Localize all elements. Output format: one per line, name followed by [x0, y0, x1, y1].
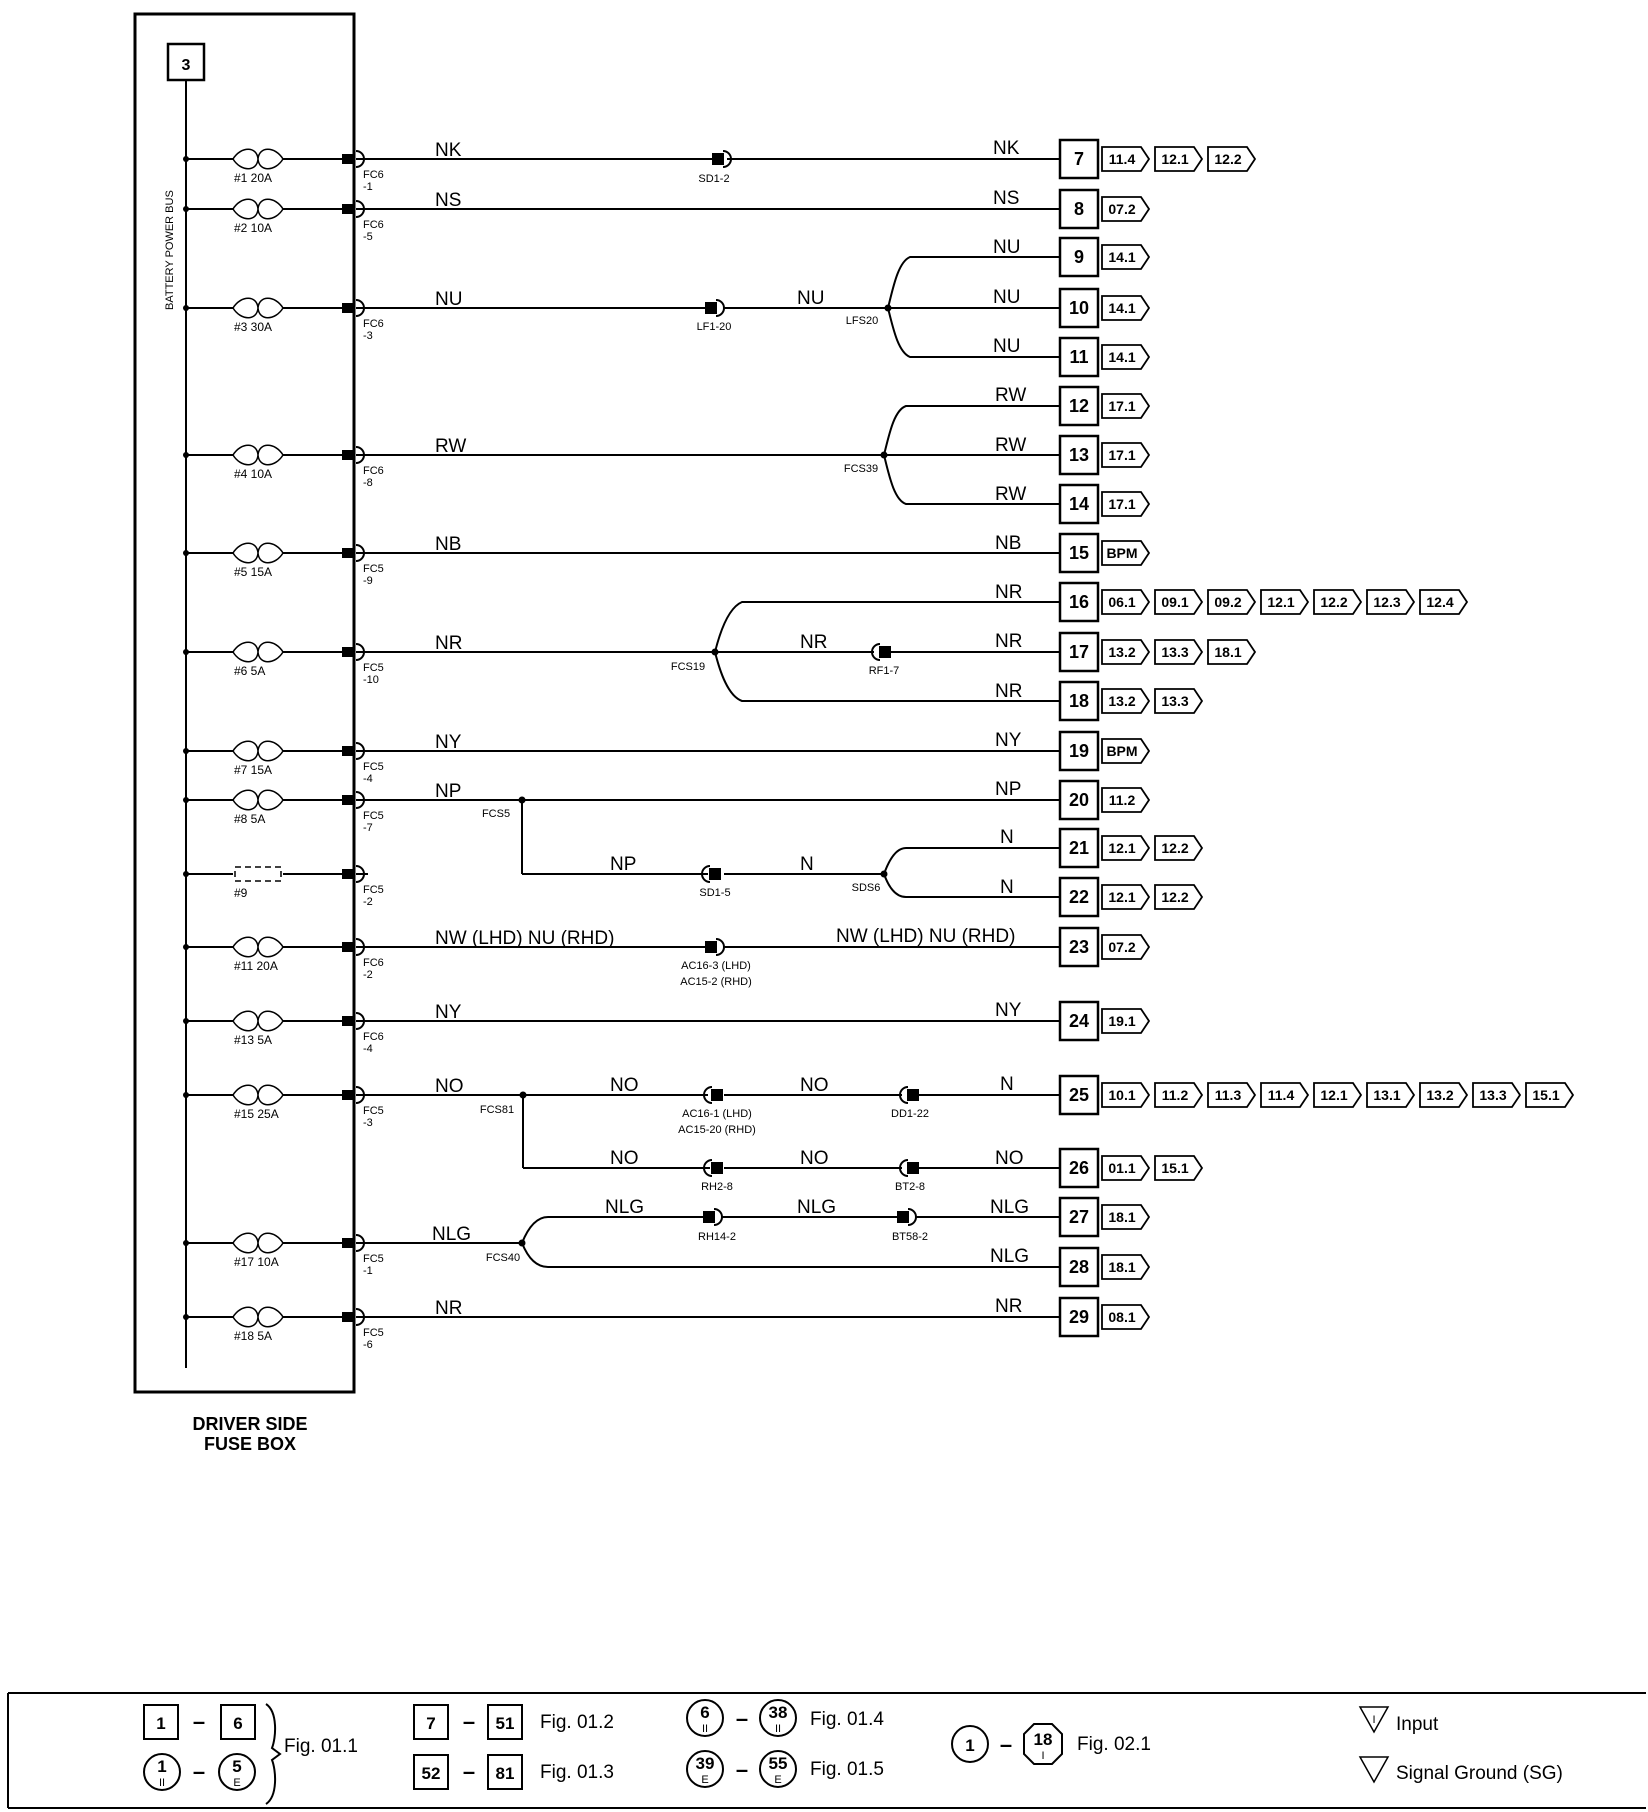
- fuse-icon: [233, 741, 283, 761]
- fuse-connector-pin: -10: [363, 674, 379, 686]
- output-number: 8: [1073, 199, 1085, 219]
- splice-lfs20: LFS20: [845, 315, 879, 327]
- figure-ref-label: 12.1: [1161, 151, 1189, 167]
- fuse-icon: [233, 298, 283, 318]
- fuse-connector-pin: -1: [363, 181, 373, 193]
- wire-label-nu-10: NU: [993, 287, 1021, 308]
- figure-ref-label: 07.2: [1108, 939, 1136, 955]
- fuse-connector-label: FC6: [363, 318, 384, 330]
- fuse-connector-pin: -3: [363, 1117, 373, 1129]
- fuse-label: #11 20A: [234, 959, 278, 973]
- legend-sub-ii-1: II: [158, 1777, 166, 1789]
- figure-ref-label: 19.1: [1108, 1013, 1136, 1029]
- fuse-connector-label: FC6: [363, 465, 384, 477]
- output-terminal: [1060, 732, 1149, 770]
- output-terminal: [1060, 829, 1202, 867]
- splice-fcs39: FCS39: [843, 463, 879, 475]
- wire-label-nr-29-right: NR: [995, 1296, 1023, 1317]
- legend-box-7: 7: [426, 1714, 436, 1733]
- legend-box-1: 1: [156, 1714, 166, 1733]
- connector-ac16-1: AC16-1 (LHD): [682, 1108, 752, 1120]
- output-number: 15: [1068, 543, 1090, 563]
- connector-bt58-2: BT58-2: [891, 1231, 929, 1243]
- fuse-label: #2 10A: [234, 221, 273, 235]
- wire-label-nb-left: NB: [435, 534, 462, 555]
- fuse-connector-pin: -7: [363, 822, 373, 834]
- fuse-label: #8 5A: [234, 812, 266, 826]
- figure-ref-label: 14.1: [1108, 249, 1136, 265]
- legend-sub-ii-6: II: [701, 1723, 709, 1735]
- fuse-connector-pin: -9: [363, 575, 373, 587]
- legend-dash-6: –: [735, 1757, 749, 1782]
- output-terminal: [1060, 1248, 1149, 1286]
- fuse-icon: [233, 1085, 283, 1105]
- output-terminal: [1060, 190, 1149, 228]
- fuse-label: #3 30A: [234, 320, 273, 334]
- legend-circle-1b: 1: [965, 1736, 975, 1755]
- legend-circle-55: 55: [768, 1754, 788, 1773]
- figure-ref-label: 18.1: [1108, 1259, 1136, 1275]
- splice-fcs5: FCS5: [481, 808, 511, 820]
- fuse-connector-pin: -1: [363, 1265, 373, 1277]
- fuse-icon: [233, 937, 283, 957]
- fuse-label: #1 20A: [234, 171, 273, 185]
- wire-label-nu-11: NU: [993, 336, 1021, 357]
- wire-label-nb-right: NB: [995, 533, 1022, 554]
- connector-rh2-8: RH2-8: [701, 1181, 733, 1193]
- wire-label-ns-left: NS: [435, 190, 462, 211]
- wire-label-nlg-left: NLG: [432, 1224, 472, 1245]
- legend-input-label: Input: [1396, 1714, 1439, 1735]
- fuse-icon: [233, 149, 283, 169]
- fuse-box-id: 3: [181, 57, 191, 74]
- figure-ref-label: 12.1: [1320, 1087, 1348, 1103]
- legend-box-51: 51: [495, 1714, 515, 1733]
- legend-sub-e-55: E: [774, 1774, 782, 1786]
- output-terminal: [1060, 1198, 1149, 1236]
- wire-label-n-21: N: [1000, 827, 1014, 848]
- output-number: 22: [1068, 887, 1090, 907]
- figure-ref-label: 13.2: [1108, 693, 1136, 709]
- fuse-connector-label: FC5: [363, 1105, 384, 1117]
- empty-fuse-slot-icon: [235, 867, 281, 881]
- fuse-box-terminal: [342, 204, 353, 214]
- fuse-icon: [233, 1307, 283, 1327]
- wire-label-ny-24-right: NY: [995, 1000, 1022, 1021]
- figure-ref-label: 18.1: [1214, 644, 1242, 660]
- fuse-icon: [233, 1233, 283, 1253]
- legend-box-81: 81: [495, 1764, 515, 1783]
- wire-label-no-26: NO: [995, 1148, 1024, 1169]
- fuse-connector-label: FC5: [363, 1327, 384, 1339]
- wire-label-nlg-mid2: NLG: [797, 1197, 837, 1218]
- legend-sub-i-18: I: [1041, 1750, 1045, 1762]
- fuse-icon: [233, 543, 283, 563]
- wire-label-nu-9: NU: [993, 237, 1021, 258]
- connector-bt2-8: BT2-8: [895, 1181, 925, 1193]
- fuse-connector-pin: -4: [363, 773, 373, 785]
- fuse-label: #5 15A: [234, 565, 273, 579]
- figure-ref-label: 09.2: [1214, 594, 1242, 610]
- output-number: 29: [1068, 1307, 1090, 1327]
- fuse-box-terminal: [342, 1016, 353, 1026]
- wire-label-n-22: N: [1000, 877, 1014, 898]
- wire-label-rw-left: RW: [435, 436, 467, 457]
- wire-label-nr-17: NR: [995, 631, 1023, 652]
- fuse-connector-pin: -8: [363, 477, 373, 489]
- output-terminal: [1060, 436, 1149, 474]
- fuse-box-title-line1: DRIVER SIDE: [192, 1414, 308, 1434]
- output-terminal: [1060, 485, 1149, 523]
- fuse-connector-label: FC6: [363, 1031, 384, 1043]
- wire-label-np-lower: NP: [610, 854, 637, 875]
- output-terminal: [1060, 1149, 1202, 1187]
- legend-circle-39: 39: [695, 1754, 715, 1773]
- fuse-connector-label: FC5: [363, 810, 384, 822]
- legend-dash-3: –: [462, 1709, 476, 1734]
- fuse-box-terminal: [342, 1312, 353, 1322]
- legend-fig-02-1: Fig. 02.1: [1077, 1734, 1151, 1755]
- figure-ref-label: 10.1: [1108, 1087, 1136, 1103]
- fuse-label: #15 25A: [234, 1107, 279, 1121]
- output-terminal: [1060, 289, 1149, 327]
- wire-label-np-right: NP: [995, 779, 1022, 800]
- wire-label-nu-left: NU: [435, 289, 463, 310]
- splice-fcs19: FCS19: [670, 661, 706, 673]
- output-number: 20: [1068, 790, 1090, 810]
- fuse-label: #13 5A: [234, 1033, 273, 1047]
- fuse-icon: [233, 790, 283, 810]
- figure-ref-label: 09.1: [1161, 594, 1189, 610]
- fuse-connector-pin: -3: [363, 330, 373, 342]
- figure-ref-label: 12.1: [1267, 594, 1295, 610]
- wire-label-no-left: NO: [435, 1076, 464, 1097]
- fuse-connector-pin: -5: [363, 231, 373, 243]
- figure-ref-label: 17.1: [1108, 496, 1136, 512]
- wire-label-ny-24-left: NY: [435, 1002, 462, 1023]
- connector-rh14-2: RH14-2: [698, 1231, 736, 1243]
- figure-ref-label: 07.2: [1108, 201, 1136, 217]
- output-number: 12: [1068, 396, 1090, 416]
- output-number: 11: [1069, 347, 1089, 367]
- output-terminal: [1060, 633, 1255, 671]
- figure-ref-label: 12.1: [1108, 840, 1136, 856]
- output-number: 17: [1068, 642, 1090, 662]
- output-terminal: [1060, 338, 1149, 376]
- output-number: 16: [1068, 592, 1090, 612]
- legend-fig-01-5: Fig. 01.5: [810, 1759, 884, 1780]
- legend-octagon-18: 18: [1033, 1730, 1053, 1749]
- fuse-connector-label: FC5: [363, 563, 384, 575]
- wire-label-nr-mid: NR: [800, 632, 828, 653]
- output-terminal: [1060, 238, 1149, 276]
- wire-label-nr-18: NR: [995, 681, 1023, 702]
- connector-sd1-5: SD1-5: [699, 887, 731, 899]
- legend-dash-5: –: [735, 1706, 749, 1731]
- fuse-label: #17 10A: [234, 1255, 279, 1269]
- fuse-connector-label: FC5: [363, 761, 384, 773]
- legend-fig-01-2: Fig. 01.2: [540, 1712, 614, 1733]
- output-number: 21: [1068, 838, 1090, 858]
- output-number: 18: [1068, 691, 1090, 711]
- fuse-connector-label: FC6: [363, 219, 384, 231]
- output-terminals: [1060, 140, 1573, 1336]
- wire-label-np-left: NP: [435, 781, 462, 802]
- figure-ref-label: 11.3: [1214, 1087, 1242, 1103]
- figure-ref-label: 14.1: [1108, 300, 1136, 316]
- splice-sds6: SDS6: [851, 882, 881, 894]
- figure-ref-label: 17.1: [1108, 447, 1136, 463]
- wire-label-nu-mid: NU: [797, 288, 825, 309]
- figure-ref-label: 12.2: [1214, 151, 1242, 167]
- legend-circle-1: 1: [157, 1757, 167, 1776]
- input-triangle-glyph: I: [1372, 1714, 1376, 1726]
- output-number: 14: [1068, 494, 1090, 514]
- wire-label-rw-13: RW: [995, 435, 1027, 456]
- fuse-box-title-line2: FUSE BOX: [203, 1434, 297, 1454]
- figure-ref-label: 17.1: [1108, 398, 1136, 414]
- output-terminal: [1060, 878, 1202, 916]
- fuse-box-terminal: [342, 1090, 353, 1100]
- legend-sub-ii-38: II: [774, 1723, 782, 1735]
- wire-label-nw-left: NW (LHD) NU (RHD): [435, 928, 615, 949]
- fuse-connector-label: FC5: [363, 884, 384, 896]
- output-terminal: [1060, 583, 1467, 621]
- figure-ref-label: 12.3: [1373, 594, 1401, 610]
- output-number: 9: [1073, 247, 1085, 267]
- wire-label-nr-left: NR: [435, 633, 463, 654]
- legend-fig-01-4: Fig. 01.4: [810, 1709, 884, 1730]
- output-number: 19: [1068, 741, 1090, 761]
- fuse-icon: [233, 199, 283, 219]
- fuse-box-terminal: [342, 746, 353, 756]
- fuse-label: #18 5A: [234, 1329, 273, 1343]
- legend-dash-1: –: [192, 1709, 206, 1734]
- figure-ref-label: 13.2: [1426, 1087, 1454, 1103]
- connector-ac15-20: AC15-20 (RHD): [678, 1124, 756, 1136]
- fuse-icon: [233, 642, 283, 662]
- wire-label-nr-29-left: NR: [435, 1298, 463, 1319]
- legend-sub-e-5: E: [233, 1777, 241, 1789]
- figure-ref-label: 15.1: [1161, 1160, 1189, 1176]
- legend-signal-ground-label: Signal Ground (SG): [1396, 1763, 1563, 1784]
- output-terminal: [1060, 682, 1202, 720]
- figure-ref-label: BPM: [1106, 545, 1138, 561]
- connector-rf1-7: RF1-7: [868, 665, 900, 677]
- figure-ref-label: 12.2: [1161, 889, 1189, 905]
- fuse-box-terminal: [342, 647, 353, 657]
- figure-ref-label: 12.1: [1108, 889, 1136, 905]
- splice-fcs81: FCS81: [479, 1104, 515, 1116]
- figure-ref-label: BPM: [1106, 743, 1138, 759]
- output-number: 24: [1068, 1011, 1090, 1031]
- output-number: 27: [1068, 1207, 1090, 1227]
- fuse-label: #4 10A: [234, 467, 273, 481]
- figure-ref-label: 13.3: [1161, 644, 1189, 660]
- fuse-connector-label: FC6: [363, 169, 384, 181]
- wire-label-n-25: N: [1000, 1074, 1014, 1095]
- wire-label-nlg-28: NLG: [990, 1246, 1030, 1267]
- figure-ref-label: 11.2: [1108, 792, 1136, 808]
- legend-dash-2: –: [192, 1759, 206, 1784]
- output-number: 13: [1068, 445, 1090, 465]
- connector-dd1-22: DD1-22: [891, 1108, 929, 1120]
- output-number: 28: [1068, 1257, 1090, 1277]
- fuse-box-terminal: [342, 942, 353, 952]
- wire-label-ny-right: NY: [995, 730, 1022, 751]
- wire-label-no-mid1: NO: [610, 1075, 639, 1096]
- fuse-connector-pin: -6: [363, 1339, 373, 1351]
- figure-ref-label: 01.1: [1108, 1160, 1136, 1176]
- fuse-icon: [233, 1011, 283, 1031]
- fuse-label: #7 15A: [234, 763, 273, 777]
- figure-ref-label: 08.1: [1108, 1309, 1136, 1325]
- junction-dots: [519, 305, 892, 1247]
- splice-fcs40: FCS40: [485, 1252, 521, 1264]
- wire-label-rw-12: RW: [995, 385, 1027, 406]
- fuse-label: #9: [234, 886, 248, 900]
- wire-label-nw-right: NW (LHD) NU (RHD): [836, 926, 1016, 947]
- fuse-box-terminal: [342, 450, 353, 460]
- fuse-connector-label: FC5: [363, 1253, 384, 1265]
- fuse-box-terminal: [342, 869, 353, 879]
- wire-label-no-lower1: NO: [610, 1148, 639, 1169]
- figure-ref-label: 13.2: [1108, 644, 1136, 660]
- wire-label-rw-14: RW: [995, 484, 1027, 505]
- connector-sd1-2: SD1-2: [698, 173, 730, 185]
- fuse-box-terminal: [342, 154, 353, 164]
- bus-label: BATTERY POWER BUS: [164, 190, 176, 310]
- connector-ac16-3: AC16-3 (LHD): [681, 960, 751, 972]
- legend-box-6: 6: [233, 1714, 243, 1733]
- connector-lf1-20: LF1-20: [696, 321, 732, 333]
- figure-ref-label: 13.1: [1373, 1087, 1401, 1103]
- legend-fig-01-3: Fig. 01.3: [540, 1762, 614, 1783]
- fuse-box-terminal: [342, 548, 353, 558]
- fuse-label: #6 5A: [234, 664, 266, 678]
- figure-ref-label: 11.4: [1108, 151, 1136, 167]
- connector-ac15-2: AC15-2 (RHD): [680, 976, 752, 988]
- figure-ref-label: 14.1: [1108, 349, 1136, 365]
- inline-connectors: [702, 151, 918, 1225]
- fuse-connector-label: FC6: [363, 957, 384, 969]
- wire-label-no-mid2: NO: [800, 1075, 829, 1096]
- figure-ref-label: 12.4: [1426, 594, 1454, 610]
- legend: [8, 1693, 1646, 1808]
- output-terminal: [1060, 1298, 1149, 1336]
- legend-sub-e-39: E: [701, 1774, 709, 1786]
- output-number: 10: [1068, 298, 1090, 318]
- output-terminal: [1060, 534, 1149, 572]
- fuse-box-terminal: [342, 303, 353, 313]
- output-terminal: [1060, 928, 1149, 966]
- output-number: 7: [1073, 149, 1085, 169]
- figure-ref-label: 12.2: [1161, 840, 1189, 856]
- output-terminal: [1060, 387, 1149, 425]
- output-terminal: [1060, 140, 1255, 178]
- legend-fig-01-1: Fig. 01.1: [284, 1736, 358, 1757]
- output-terminal: [1060, 1076, 1573, 1114]
- fuse-connector-pin: -2: [363, 896, 373, 908]
- output-terminal: [1060, 781, 1149, 819]
- wire-label-nk-left: NK: [435, 140, 462, 161]
- legend-circle-38: 38: [768, 1703, 788, 1722]
- legend-circle-5: 5: [232, 1757, 242, 1776]
- wire-label-nk-right: NK: [993, 138, 1020, 159]
- output-number: 23: [1068, 937, 1090, 957]
- wire-label-ny-left: NY: [435, 732, 462, 753]
- output-terminal: [1060, 1002, 1149, 1040]
- wire-label-ns-right: NS: [993, 188, 1020, 209]
- fuse-box-terminal: [342, 1238, 353, 1248]
- wire-label-nlg-27: NLG: [990, 1197, 1030, 1218]
- fuse-connector-pin: -2: [363, 969, 373, 981]
- figure-ref-label: 13.3: [1161, 693, 1189, 709]
- legend-circle-6: 6: [700, 1703, 710, 1722]
- wire-label-no-lower2: NO: [800, 1148, 829, 1169]
- figure-ref-label: 06.1: [1108, 594, 1136, 610]
- output-number: 25: [1068, 1085, 1090, 1105]
- figure-ref-label: 18.1: [1108, 1209, 1136, 1225]
- legend-box-52: 52: [421, 1764, 441, 1783]
- figure-ref-label: 12.2: [1320, 594, 1348, 610]
- fuse-connector-pin: -4: [363, 1043, 373, 1055]
- legend-dash-7: –: [999, 1732, 1013, 1757]
- wire-label-nlg-mid1: NLG: [605, 1197, 645, 1218]
- fuse-box-terminal: [342, 795, 353, 805]
- wire-label-nr-16: NR: [995, 582, 1023, 603]
- fuse-connector-label: FC5: [363, 662, 384, 674]
- figure-ref-label: 15.1: [1532, 1087, 1560, 1103]
- fuse-icon: [233, 445, 283, 465]
- figure-ref-label: 13.3: [1479, 1087, 1507, 1103]
- legend-dash-4: –: [462, 1759, 476, 1784]
- output-number: 26: [1068, 1158, 1090, 1178]
- figure-ref-label: 11.4: [1267, 1087, 1295, 1103]
- wire-label-n-mid: N: [800, 854, 814, 875]
- figure-ref-label: 11.2: [1161, 1087, 1189, 1103]
